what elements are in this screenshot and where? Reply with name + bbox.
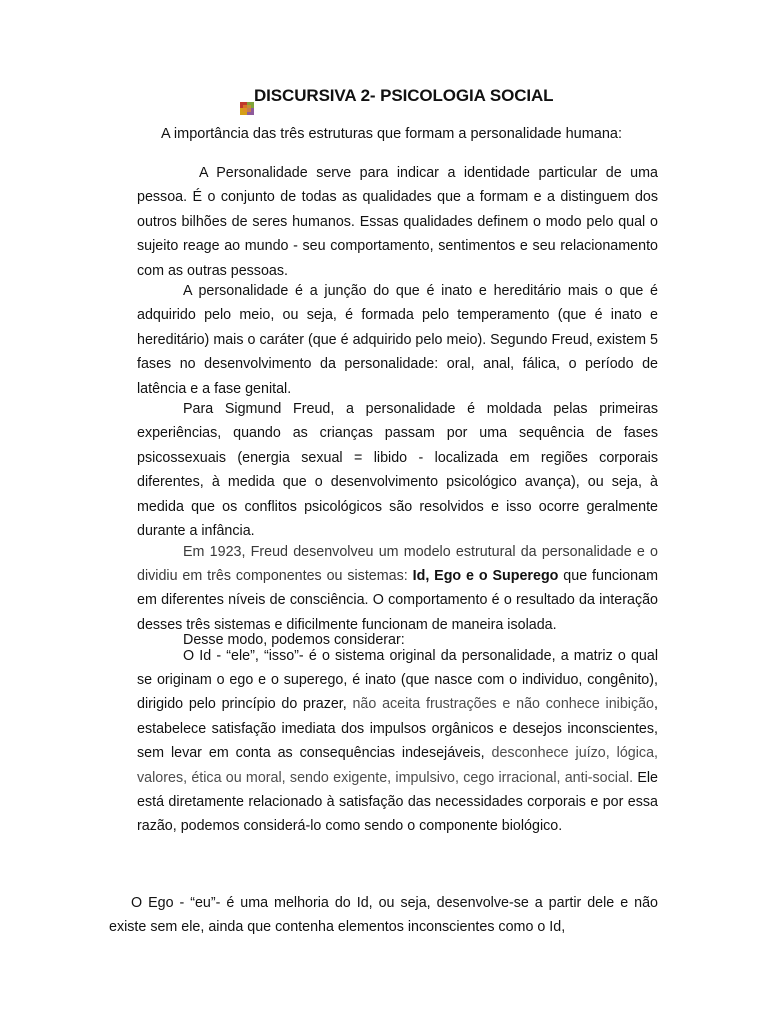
page-title: DISCURSIVA 2- PSICOLOGIA SOCIAL xyxy=(254,86,554,105)
paragraph-ego: O Ego - “eu”- é uma melhoria do Id, ou seja, desenvolve-se a partir dele e não existe sem ele, ainda que contenha elementos inconscientes como o Id, xyxy=(109,895,658,936)
body-text-ego xyxy=(109,891,658,940)
paragraph-freud-phases: Para Sigmund Freud, a personalidade é moldada pelas primeiras experiências, quando as crianças passam por uma sequência de fases psicossexuais (energia sexual = libido - localizada em regiões corporais diferentes, à medida que o desenvolvimento psicológico avança), ou seja, à medida que os conflitos psicológicos são resolvidos e isso ocorre geralmente durante a infância. xyxy=(137,401,658,540)
structural-model-rest: que funcionam em diferentes níveis de consciência. O comportamento é o resultado da interação desses três sistemas e dificilmente funcionam de maneira isolada. xyxy=(137,567,658,633)
intro-line: A importância das três estruturas que formam a personalidade humana: xyxy=(161,126,623,142)
decorative-logo-icon xyxy=(240,102,254,115)
structural-model-intro: Em 1923, Freud desenvolveu um modelo estrutural da personalidade e o dividiu em três componentes ou sistemas: xyxy=(137,543,658,584)
paragraph-consider: Desse modo, podemos considerar: xyxy=(183,632,405,649)
id-description-b: , estabelece satisfação imediata dos impulsos orgânicos e desejos inconscientes, sem levar em conta as consequências indesejáveis, xyxy=(137,696,658,762)
paragraph-personality-definition: A Personalidade serve para indicar a identidade particular de uma pessoa. É o conjunto de todas as qualidades que a formam e a distinguem dos outros bilhões de seres humanos. Essas qualidades definem o modo pelo qual o sujeito reage ao mundo - seu comportamento, sentimentos e seu relacionamento com as outras pessoas. xyxy=(137,165,658,279)
structures-highlight: Id, Ego e o Superego xyxy=(412,567,559,584)
id-description-grey-1: não aceita frustrações e não conhece inibição xyxy=(352,696,654,713)
id-description-grey-2: desconhece juízo, lógica, valores, ética ou moral, sendo exigente, impulsivo, cego irracional, anti-social. xyxy=(137,745,658,786)
id-description-a: O Id - “ele”, “isso”- é o sistema original da personalidade, a matriz o qual se originam o ego e o superego, é inato (que nasce com o individuo, congênito), dirigido pelo princípio do prazer, xyxy=(137,647,658,713)
id-description-c: Ele está diretamente relacionado à satisfação das necessidades corporais e por essa razão, podemos considerá-lo como sendo o componente biológico. xyxy=(137,769,658,835)
paragraph-id xyxy=(137,644,658,839)
body-text xyxy=(137,161,658,839)
paragraph-innate-acquired: A personalidade é a junção do que é inato e hereditário mais o que é adquirido pelo meio, ou seja, é formada pelo temperamento (que é inato e hereditário) mais o caráter (que é adquirido pelo meio). Segundo Freud, existem 5 fases no desenvolvimento da personalidade: oral, anal, fálica, o período de latência e a fase genital. xyxy=(137,283,658,397)
paragraph-structural-model xyxy=(137,540,658,638)
